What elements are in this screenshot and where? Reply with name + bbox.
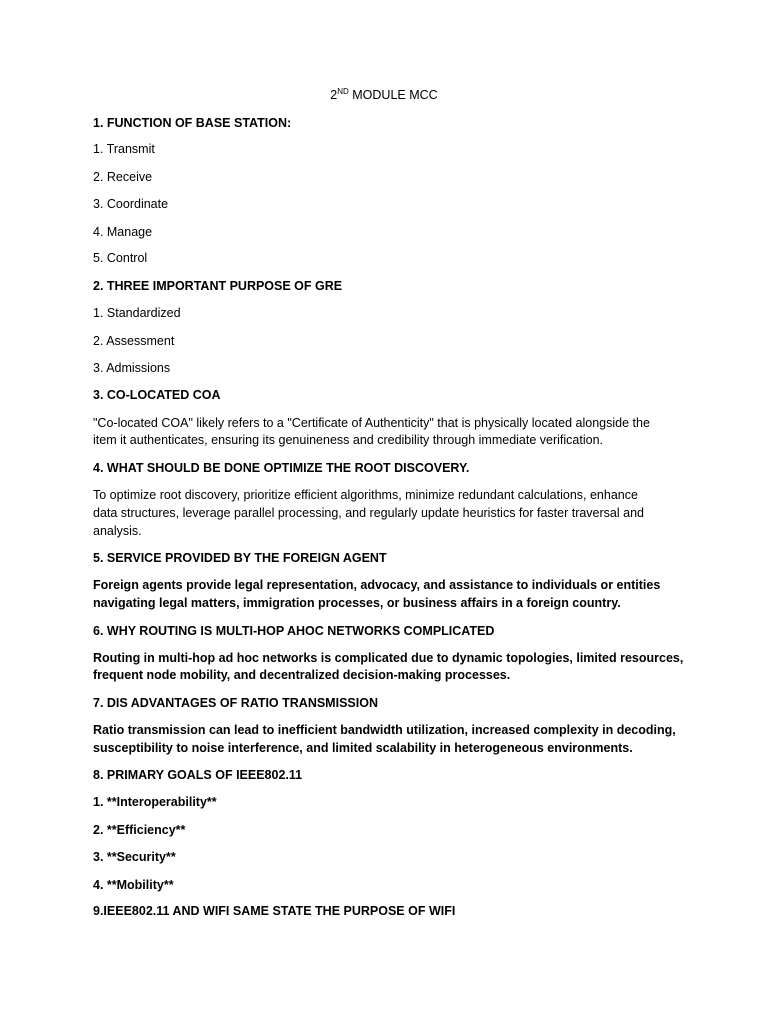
list-item: 1. Standardized xyxy=(93,306,181,320)
title-rest: MODULE MCC xyxy=(348,88,438,102)
list-item: 2. Assessment xyxy=(93,334,175,348)
paragraph-line: frequent node mobility, and decentralized decision-making processes. xyxy=(93,668,511,682)
heading-root-discovery: 4. WHAT SHOULD BE DONE OPTIMIZE THE ROOT DISCOVERY. xyxy=(93,461,470,475)
document-title xyxy=(0,87,768,104)
list-item: 1. **Interoperability** xyxy=(93,795,217,809)
heading-ieee80211-goals: 8. PRIMARY GOALS OF IEEE802.11 xyxy=(93,768,303,782)
paragraph-line: susceptibility to noise interference, and limited scalability in heterogeneous environments. xyxy=(93,741,633,755)
paragraph-line: item it authenticates, ensuring its genuineness and credibility through immediate verification. xyxy=(93,433,603,447)
paragraph-line: analysis. xyxy=(93,524,142,538)
list-item: 3. Admissions xyxy=(93,361,171,375)
heading-base-station: 1. FUNCTION OF BASE STATION: xyxy=(93,116,292,130)
heading-wifi-purpose: 9.IEEE802.11 AND WIFI SAME STATE THE PURPOSE OF WIFI xyxy=(93,904,456,918)
list-item: 5. Control xyxy=(93,251,148,265)
list-item: 2. Receive xyxy=(93,170,153,184)
list-item: 4. **Mobility** xyxy=(93,878,174,892)
list-item: 1. Transmit xyxy=(93,142,155,156)
paragraph-line: Foreign agents provide legal representation, advocacy, and assistance to individuals or entities xyxy=(93,578,661,592)
heading-ratio-transmission: 7. DIS ADVANTAGES OF RATIO TRANSMISSION xyxy=(93,696,378,710)
paragraph-line: Ratio transmission can lead to inefficient bandwidth utilization, increased complexity in decoding, xyxy=(93,723,676,737)
heading-colocated-coa: 3. CO-LOCATED COA xyxy=(93,388,221,402)
heading-routing: 6. WHY ROUTING IS MULTI-HOP AHOC NETWORKS COMPLICATED xyxy=(93,624,495,638)
paragraph-line: "Co-located COA" likely refers to a "Certificate of Authenticity" that is physically located alongside the xyxy=(93,416,650,430)
list-item: 4. Manage xyxy=(93,225,153,239)
paragraph-line: navigating legal matters, immigration processes, or business affairs in a foreign country. xyxy=(93,596,621,610)
title-prefix: 2 xyxy=(330,88,338,102)
paragraph-line: Routing in multi-hop ad hoc networks is complicated due to dynamic topologies, limited resources, xyxy=(93,651,684,665)
list-item: 2. **Efficiency** xyxy=(93,823,186,837)
title-superscript: ND xyxy=(337,86,349,96)
heading-foreign-agent: 5. SERVICE PROVIDED BY THE FOREIGN AGENT xyxy=(93,551,387,565)
paragraph-line: data structures, leverage parallel processing, and regularly update heuristics for faster traversal and xyxy=(93,506,644,520)
heading-gre: 2. THREE IMPORTANT PURPOSE OF GRE xyxy=(93,279,343,293)
list-item: 3. Coordinate xyxy=(93,197,169,211)
paragraph-line: To optimize root discovery, prioritize efficient algorithms, minimize redundant calculations, enhance xyxy=(93,488,638,502)
list-item: 3. **Security** xyxy=(93,850,176,864)
